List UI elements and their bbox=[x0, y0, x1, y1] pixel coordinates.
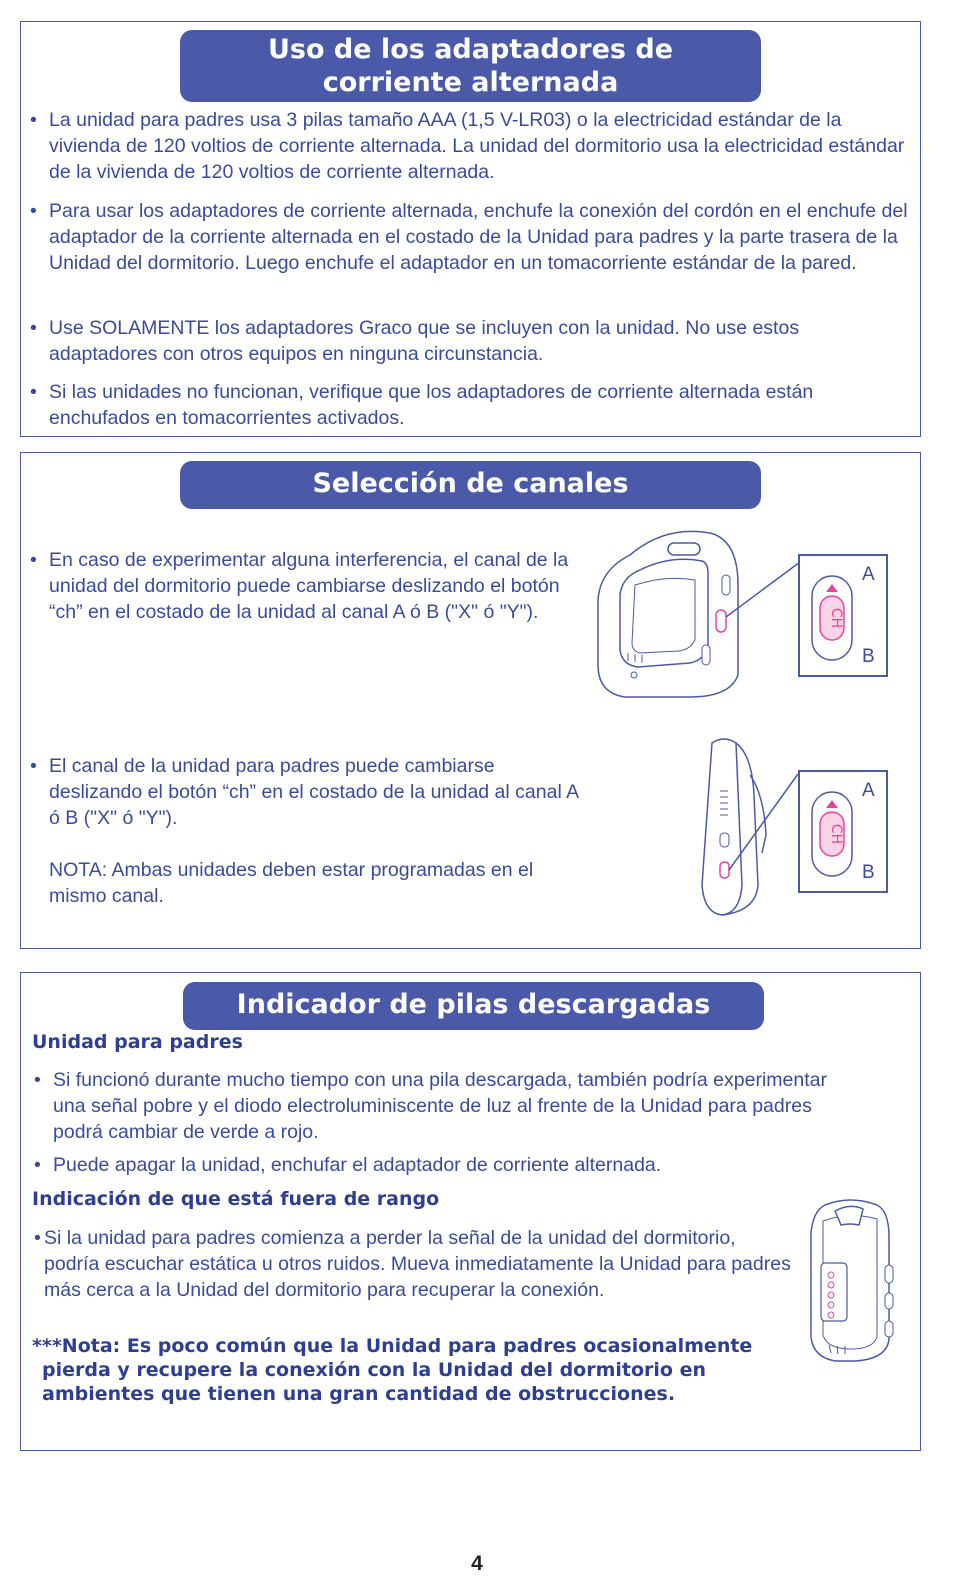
paragraph: • La unidad para padres usa 3 pilas tamaño AAA (1,5 V-LR03) o la electricidad estándar de la vivienda de 120 voltios de corriente alternada. La unidad del dormitorio usa la electricidad estándar de la vivienda de 120 voltios de corriente alternada. bbox=[30, 109, 905, 183]
channel-a-label: A bbox=[862, 564, 875, 585]
channel-switch-icon bbox=[810, 790, 854, 878]
nursery-unit-illustration bbox=[590, 525, 750, 705]
paragraph: • Si las unidades no funcionan, verifique que los adaptadores de corriente alternada están enchufados en tomacorrientes activados. bbox=[30, 381, 814, 429]
parent-unit-side-illustration bbox=[692, 735, 772, 917]
channel-b-label: B bbox=[862, 862, 875, 883]
svg-text:CH: CH bbox=[828, 607, 844, 629]
page-number: 4 bbox=[471, 1552, 483, 1575]
section-title-ac-adapters: Uso de los adaptadores de corriente alternada bbox=[180, 30, 761, 102]
channel-b-label: B bbox=[862, 646, 875, 667]
paragraph: • Si funcionó durante mucho tiempo con una pila descargada, también podría experimentar una señal pobre y el diodo electroluminiscente de luz al frente de la Unidad para padres podrá cambiar de verde a rojo. bbox=[34, 1069, 827, 1143]
paragraph: • El canal de la unidad para padres puede cambiarse deslizando el botón “ch” en el costado de la unidad al canal A ó B ("X" ó "Y"). NOTA: Ambas unidades deben estar programadas en el mismo canal. bbox=[30, 755, 579, 907]
paragraph: • Use SOLAMENTE los adaptadores Graco que se incluyen con la unidad. No use estos adaptadores con otros equipos en ninguna circunstancia. bbox=[30, 317, 800, 365]
channel-switch-inset-nursery bbox=[798, 554, 888, 677]
paragraph: • En caso de experimentar alguna interferencia, el canal de la unidad del dormitorio puede cambiarse deslizando el botón “ch” en el costado de la unidad al canal A ó B ("X" ó "Y"). bbox=[30, 549, 569, 623]
channel-switch-icon bbox=[810, 574, 854, 662]
note-text: ***Nota: Es poco común que la Unidad para padres ocasionalmente pierda y recupere la conexión con la Unidad del dormitorio en ambientes que tienen una gran cantidad de obstrucciones. bbox=[32, 1335, 753, 1405]
paragraph: • Para usar los adaptadores de corriente alternada, enchufe la conexión del cordón en el enchufe del adaptador de la corriente alternada en el costado de la Unidad para padres y la parte trasera de la Unidad del dormitorio. Luego enchufe el adaptador en un tomacorriente estándar de la pared. bbox=[30, 200, 908, 274]
subheading-parent-unit: Unidad para padres bbox=[32, 1031, 243, 1053]
subheading-out-of-range: Indicación de que está fuera de rango bbox=[32, 1188, 440, 1210]
paragraph: • Puede apagar la unidad, enchufar el adaptador de corriente alternada. bbox=[34, 1154, 662, 1176]
channel-a-label: A bbox=[862, 780, 875, 801]
section-title-channel-selection: Selección de canales bbox=[180, 461, 761, 509]
paragraph: • Si la unidad para padres comienza a perder la señal de la unidad del dormitorio, podría escuchar estática u otros ruidos. Mueva inmediatamente la Unidad para padres más cerca a la Unidad del dormitorio para recuperar la conexión. bbox=[34, 1227, 791, 1301]
section-title-low-battery: Indicador de pilas descargadas bbox=[183, 982, 764, 1030]
channel-switch-inset-parent bbox=[798, 770, 888, 893]
svg-text:CH: CH bbox=[828, 823, 844, 845]
parent-unit-front-illustration bbox=[805, 1197, 897, 1365]
